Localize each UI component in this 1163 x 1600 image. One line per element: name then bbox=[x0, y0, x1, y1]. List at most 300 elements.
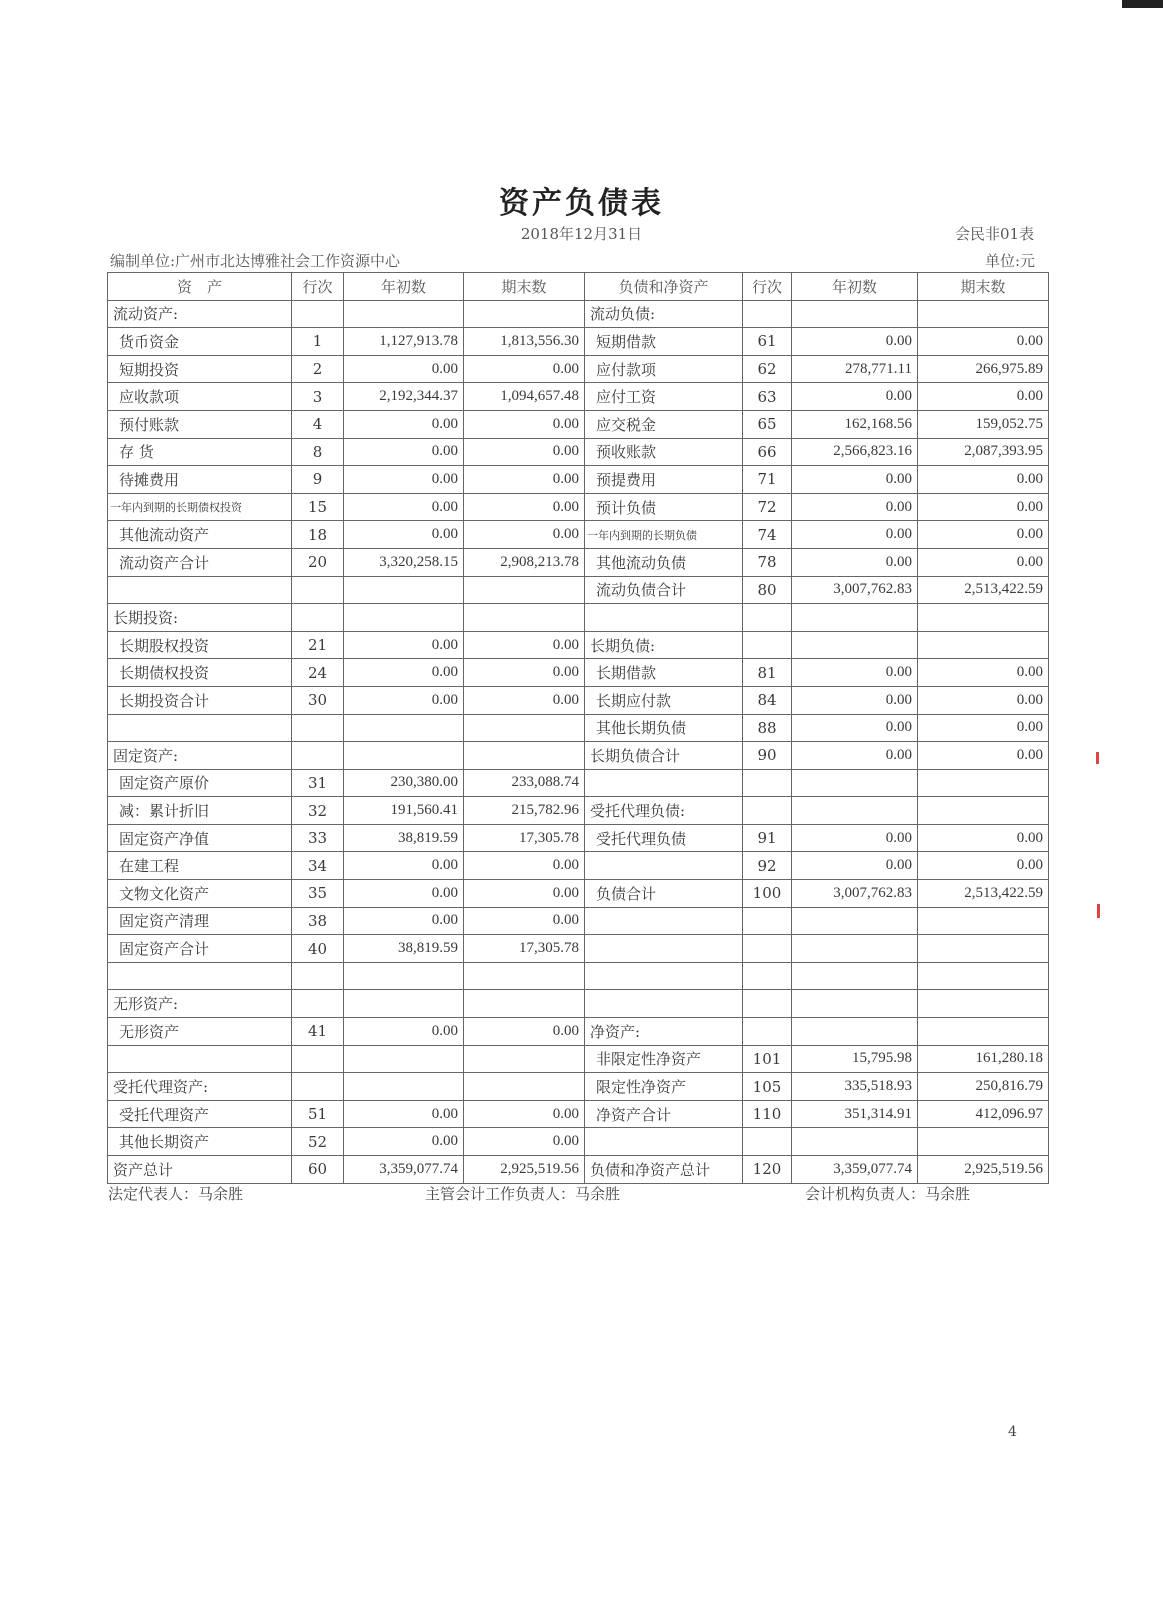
table-row bbox=[108, 714, 1049, 742]
liability-opening-cell: 0.00 bbox=[792, 686, 918, 714]
liability-line-no-cell bbox=[743, 935, 792, 963]
table-row bbox=[108, 1100, 1049, 1128]
asset-line-no-cell bbox=[292, 714, 344, 742]
asset-opening-cell bbox=[344, 962, 464, 990]
asset-closing-cell: 2,908,213.78 bbox=[464, 548, 585, 576]
asset-opening-cell: 0.00 bbox=[344, 355, 464, 383]
liability-closing-cell: 0.00 bbox=[918, 328, 1049, 356]
asset-closing-cell bbox=[464, 990, 585, 1018]
asset-name-cell: 无形资产 bbox=[108, 1018, 292, 1046]
liability-line-no-cell bbox=[743, 631, 792, 659]
liability-line-no-cell: 100 bbox=[743, 880, 792, 908]
liability-opening-cell bbox=[792, 300, 918, 328]
table-row bbox=[108, 797, 1049, 825]
asset-closing-cell: 0.00 bbox=[464, 1018, 585, 1046]
asset-name-cell bbox=[108, 714, 292, 742]
liability-line-no-cell: 88 bbox=[743, 714, 792, 742]
asset-line-no-cell: 33 bbox=[292, 824, 344, 852]
asset-line-no-cell: 4 bbox=[292, 410, 344, 438]
liability-opening-cell: 0.00 bbox=[792, 659, 918, 687]
liability-opening-cell bbox=[792, 631, 918, 659]
liability-name-cell bbox=[585, 1128, 743, 1156]
asset-opening-cell bbox=[344, 576, 464, 604]
liability-opening-cell bbox=[792, 907, 918, 935]
liability-opening-cell: 3,359,077.74 bbox=[792, 1156, 918, 1184]
liability-name-cell: 限定性净资产 bbox=[585, 1073, 743, 1101]
table-row bbox=[108, 1018, 1049, 1046]
asset-closing-cell bbox=[464, 300, 585, 328]
liability-name-cell bbox=[585, 852, 743, 880]
asset-opening-cell: 0.00 bbox=[344, 410, 464, 438]
asset-line-no-cell: 52 bbox=[292, 1128, 344, 1156]
asset-name-cell: 无形资产: bbox=[108, 990, 292, 1018]
liability-closing-cell: 0.00 bbox=[918, 714, 1049, 742]
asset-opening-cell bbox=[344, 1045, 464, 1073]
asset-closing-cell: 0.00 bbox=[464, 466, 585, 494]
liability-opening-cell bbox=[792, 797, 918, 825]
asset-closing-cell: 0.00 bbox=[464, 907, 585, 935]
table-row bbox=[108, 355, 1049, 383]
asset-opening-cell: 0.00 bbox=[344, 1128, 464, 1156]
accounting-agency-head: 会计机构负责人：马余胜 bbox=[805, 1185, 971, 1203]
liability-opening-cell: 278,771.11 bbox=[792, 355, 918, 383]
asset-line-no-cell bbox=[292, 742, 344, 770]
liability-line-no-cell: 71 bbox=[743, 466, 792, 494]
asset-name-cell: 固定资产原价 bbox=[108, 769, 292, 797]
asset-opening-cell: 0.00 bbox=[344, 686, 464, 714]
liability-line-no-cell: 80 bbox=[743, 576, 792, 604]
liability-opening-cell bbox=[792, 962, 918, 990]
liability-closing-cell bbox=[918, 604, 1049, 632]
liability-closing-cell bbox=[918, 990, 1049, 1018]
liability-closing-cell bbox=[918, 769, 1049, 797]
asset-name-cell: 减：累计折旧 bbox=[108, 797, 292, 825]
asset-name-cell: 长期投资合计 bbox=[108, 686, 292, 714]
liability-line-no-cell: 72 bbox=[743, 493, 792, 521]
asset-closing-cell: 0.00 bbox=[464, 1128, 585, 1156]
liability-closing-cell: 2,087,393.95 bbox=[918, 438, 1049, 466]
asset-name-cell: 在建工程 bbox=[108, 852, 292, 880]
preparing-unit: 编制单位:广州市北达博雅社会工作资源中心 bbox=[110, 252, 401, 270]
asset-name-cell: 固定资产: bbox=[108, 742, 292, 770]
liability-opening-cell: 0.00 bbox=[792, 493, 918, 521]
asset-line-no-cell bbox=[292, 576, 344, 604]
liability-opening-cell: 0.00 bbox=[792, 466, 918, 494]
asset-line-no-cell: 2 bbox=[292, 355, 344, 383]
liability-name-cell: 其他长期负债 bbox=[585, 714, 743, 742]
asset-opening-cell bbox=[344, 990, 464, 1018]
asset-closing-cell: 0.00 bbox=[464, 852, 585, 880]
asset-line-no-cell: 8 bbox=[292, 438, 344, 466]
asset-closing-cell: 0.00 bbox=[464, 521, 585, 549]
col-header-line-no: 行次 bbox=[292, 273, 344, 301]
liability-name-cell: 负债合计 bbox=[585, 880, 743, 908]
liability-name-cell: 非限定性净资产 bbox=[585, 1045, 743, 1073]
liability-name-cell bbox=[585, 604, 743, 632]
asset-line-no-cell: 34 bbox=[292, 852, 344, 880]
table-row bbox=[108, 1073, 1049, 1101]
asset-line-no-cell bbox=[292, 1073, 344, 1101]
asset-name-cell: 固定资产净值 bbox=[108, 824, 292, 852]
asset-name-cell: 其他长期资产 bbox=[108, 1128, 292, 1156]
table-row bbox=[108, 576, 1049, 604]
asset-closing-cell bbox=[464, 962, 585, 990]
table-row bbox=[108, 769, 1049, 797]
asset-opening-cell: 38,819.59 bbox=[344, 935, 464, 963]
liability-closing-cell: 0.00 bbox=[918, 659, 1049, 687]
liability-opening-cell: 0.00 bbox=[792, 328, 918, 356]
col-header-opening: 年初数 bbox=[344, 273, 464, 301]
asset-name-cell: 长期投资: bbox=[108, 604, 292, 632]
asset-name-cell: 应收款项 bbox=[108, 383, 292, 411]
asset-line-no-cell: 32 bbox=[292, 797, 344, 825]
liability-line-no-cell bbox=[743, 604, 792, 632]
asset-closing-cell bbox=[464, 576, 585, 604]
asset-line-no-cell bbox=[292, 990, 344, 1018]
liability-line-no-cell bbox=[743, 962, 792, 990]
liability-closing-cell bbox=[918, 797, 1049, 825]
asset-name-cell: 一年内到期的长期债权投资 bbox=[108, 493, 292, 521]
asset-opening-cell: 2,192,344.37 bbox=[344, 383, 464, 411]
liability-name-cell: 长期借款 bbox=[585, 659, 743, 687]
liability-opening-cell: 335,518.93 bbox=[792, 1073, 918, 1101]
report-date: 2018年12月31日 bbox=[520, 225, 643, 243]
form-number: 会民非01表 bbox=[955, 225, 1035, 243]
table-row bbox=[108, 852, 1049, 880]
table-row bbox=[108, 604, 1049, 632]
liability-closing-cell bbox=[918, 1128, 1049, 1156]
liability-closing-cell: 0.00 bbox=[918, 686, 1049, 714]
asset-opening-cell: 1,127,913.78 bbox=[344, 328, 464, 356]
asset-opening-cell: 3,320,258.15 bbox=[344, 548, 464, 576]
asset-line-no-cell: 21 bbox=[292, 631, 344, 659]
asset-closing-cell: 0.00 bbox=[464, 493, 585, 521]
liability-closing-cell: 159,052.75 bbox=[918, 410, 1049, 438]
asset-closing-cell: 0.00 bbox=[464, 686, 585, 714]
asset-opening-cell: 191,560.41 bbox=[344, 797, 464, 825]
liability-name-cell: 长期应付款 bbox=[585, 686, 743, 714]
asset-line-no-cell: 40 bbox=[292, 935, 344, 963]
liability-name-cell: 长期负债: bbox=[585, 631, 743, 659]
table-row bbox=[108, 907, 1049, 935]
balance-sheet-table bbox=[107, 272, 1049, 1184]
col-header-closing: 期末数 bbox=[918, 273, 1049, 301]
table-row bbox=[108, 686, 1049, 714]
table-row bbox=[108, 824, 1049, 852]
liability-name-cell: 应付款项 bbox=[585, 355, 743, 383]
currency-unit: 单位:元 bbox=[985, 252, 1036, 270]
asset-line-no-cell: 51 bbox=[292, 1100, 344, 1128]
liability-closing-cell bbox=[918, 935, 1049, 963]
asset-closing-cell bbox=[464, 742, 585, 770]
asset-closing-cell: 2,925,519.56 bbox=[464, 1156, 585, 1184]
asset-name-cell: 货币资金 bbox=[108, 328, 292, 356]
liability-closing-cell: 161,280.18 bbox=[918, 1045, 1049, 1073]
liability-name-cell bbox=[585, 907, 743, 935]
liability-opening-cell bbox=[792, 1128, 918, 1156]
asset-name-cell: 受托代理资产: bbox=[108, 1073, 292, 1101]
liability-closing-cell: 0.00 bbox=[918, 548, 1049, 576]
asset-name-cell bbox=[108, 962, 292, 990]
liability-name-cell: 受托代理负债: bbox=[585, 797, 743, 825]
asset-opening-cell: 0.00 bbox=[344, 438, 464, 466]
asset-opening-cell bbox=[344, 1073, 464, 1101]
liability-line-no-cell bbox=[743, 769, 792, 797]
liability-name-cell: 预计负债 bbox=[585, 493, 743, 521]
asset-name-cell: 短期投资 bbox=[108, 355, 292, 383]
liability-line-no-cell bbox=[743, 1128, 792, 1156]
table-row bbox=[108, 659, 1049, 687]
liability-name-cell: 流动负债合计 bbox=[585, 576, 743, 604]
asset-closing-cell: 1,813,556.30 bbox=[464, 328, 585, 356]
page-title: 资产负债表 bbox=[499, 186, 664, 221]
liability-opening-cell: 0.00 bbox=[792, 824, 918, 852]
asset-line-no-cell: 31 bbox=[292, 769, 344, 797]
asset-name-cell: 固定资产合计 bbox=[108, 935, 292, 963]
asset-name-cell: 受托代理资产 bbox=[108, 1100, 292, 1128]
liability-name-cell bbox=[585, 990, 743, 1018]
liability-line-no-cell: 120 bbox=[743, 1156, 792, 1184]
asset-opening-cell: 0.00 bbox=[344, 907, 464, 935]
liability-opening-cell: 3,007,762.83 bbox=[792, 880, 918, 908]
col-header-liabilities: 负债和净资产 bbox=[585, 273, 743, 301]
liability-closing-cell: 0.00 bbox=[918, 383, 1049, 411]
liability-opening-cell bbox=[792, 990, 918, 1018]
col-header-opening: 年初数 bbox=[792, 273, 918, 301]
asset-opening-cell: 0.00 bbox=[344, 659, 464, 687]
asset-opening-cell: 0.00 bbox=[344, 852, 464, 880]
asset-line-no-cell bbox=[292, 300, 344, 328]
liability-closing-cell: 0.00 bbox=[918, 742, 1049, 770]
liability-opening-cell: 3,007,762.83 bbox=[792, 576, 918, 604]
asset-line-no-cell: 15 bbox=[292, 493, 344, 521]
liability-name-cell bbox=[585, 962, 743, 990]
asset-closing-cell: 17,305.78 bbox=[464, 824, 585, 852]
table-row bbox=[108, 521, 1049, 549]
stamp-trace-mark bbox=[1097, 904, 1100, 918]
col-header-closing: 期末数 bbox=[464, 273, 585, 301]
asset-name-cell: 流动资产: bbox=[108, 300, 292, 328]
table-row bbox=[108, 1128, 1049, 1156]
asset-opening-cell bbox=[344, 742, 464, 770]
liability-name-cell: 一年内到期的长期负债 bbox=[585, 521, 743, 549]
asset-opening-cell bbox=[344, 604, 464, 632]
table-row bbox=[108, 493, 1049, 521]
liability-opening-cell: 0.00 bbox=[792, 852, 918, 880]
asset-line-no-cell: 24 bbox=[292, 659, 344, 687]
liability-closing-cell bbox=[918, 300, 1049, 328]
asset-line-no-cell: 60 bbox=[292, 1156, 344, 1184]
asset-opening-cell: 3,359,077.74 bbox=[344, 1156, 464, 1184]
liability-closing-cell: 2,513,422.59 bbox=[918, 880, 1049, 908]
liability-opening-cell: 0.00 bbox=[792, 742, 918, 770]
table-row bbox=[108, 880, 1049, 908]
table-row bbox=[108, 410, 1049, 438]
asset-line-no-cell bbox=[292, 604, 344, 632]
liability-line-no-cell: 62 bbox=[743, 355, 792, 383]
table-row bbox=[108, 1045, 1049, 1073]
scan-corner-mark bbox=[1122, 0, 1163, 8]
liability-closing-cell: 2,513,422.59 bbox=[918, 576, 1049, 604]
asset-name-cell: 预付账款 bbox=[108, 410, 292, 438]
asset-name-cell: 待摊费用 bbox=[108, 466, 292, 494]
liability-name-cell: 短期借款 bbox=[585, 328, 743, 356]
table-row bbox=[108, 935, 1049, 963]
liability-line-no-cell: 92 bbox=[743, 852, 792, 880]
asset-line-no-cell: 3 bbox=[292, 383, 344, 411]
liability-line-no-cell bbox=[743, 797, 792, 825]
asset-closing-cell: 0.00 bbox=[464, 1100, 585, 1128]
liability-opening-cell: 0.00 bbox=[792, 714, 918, 742]
asset-line-no-cell: 38 bbox=[292, 907, 344, 935]
asset-closing-cell bbox=[464, 604, 585, 632]
liability-opening-cell bbox=[792, 1018, 918, 1046]
table-row bbox=[108, 328, 1049, 356]
liability-closing-cell bbox=[918, 1018, 1049, 1046]
table-row bbox=[108, 383, 1049, 411]
liability-line-no-cell bbox=[743, 300, 792, 328]
asset-closing-cell: 0.00 bbox=[464, 355, 585, 383]
liability-closing-cell: 412,096.97 bbox=[918, 1100, 1049, 1128]
asset-opening-cell: 0.00 bbox=[344, 880, 464, 908]
asset-name-cell bbox=[108, 1045, 292, 1073]
liability-closing-cell: 0.00 bbox=[918, 824, 1049, 852]
liability-line-no-cell: 74 bbox=[743, 521, 792, 549]
liability-line-no-cell: 91 bbox=[743, 824, 792, 852]
asset-closing-cell bbox=[464, 714, 585, 742]
asset-line-no-cell: 41 bbox=[292, 1018, 344, 1046]
asset-opening-cell: 38,819.59 bbox=[344, 824, 464, 852]
asset-line-no-cell: 9 bbox=[292, 466, 344, 494]
asset-closing-cell bbox=[464, 1073, 585, 1101]
page-number: 4 bbox=[1008, 1424, 1017, 1440]
asset-closing-cell: 0.00 bbox=[464, 659, 585, 687]
liability-opening-cell bbox=[792, 604, 918, 632]
liability-name-cell bbox=[585, 935, 743, 963]
asset-closing-cell: 0.00 bbox=[464, 438, 585, 466]
asset-opening-cell: 0.00 bbox=[344, 493, 464, 521]
stamp-trace-mark bbox=[1096, 752, 1099, 764]
asset-closing-cell: 233,088.74 bbox=[464, 769, 585, 797]
asset-line-no-cell: 1 bbox=[292, 328, 344, 356]
liability-name-cell bbox=[585, 769, 743, 797]
liability-opening-cell: 351,314.91 bbox=[792, 1100, 918, 1128]
liability-closing-cell: 0.00 bbox=[918, 493, 1049, 521]
liability-name-cell: 预收账款 bbox=[585, 438, 743, 466]
liability-opening-cell: 2,566,823.16 bbox=[792, 438, 918, 466]
liability-closing-cell: 266,975.89 bbox=[918, 355, 1049, 383]
liability-name-cell: 净资产合计 bbox=[585, 1100, 743, 1128]
liability-opening-cell: 162,168.56 bbox=[792, 410, 918, 438]
liability-closing-cell bbox=[918, 962, 1049, 990]
asset-closing-cell: 1,094,657.48 bbox=[464, 383, 585, 411]
asset-closing-cell: 215,782.96 bbox=[464, 797, 585, 825]
liability-opening-cell: 0.00 bbox=[792, 383, 918, 411]
liability-line-no-cell: 61 bbox=[743, 328, 792, 356]
asset-name-cell: 长期债权投资 bbox=[108, 659, 292, 687]
table-row bbox=[108, 466, 1049, 494]
asset-opening-cell: 0.00 bbox=[344, 1018, 464, 1046]
liability-line-no-cell: 81 bbox=[743, 659, 792, 687]
asset-name-cell: 文物文化资产 bbox=[108, 880, 292, 908]
table-header-row bbox=[108, 273, 1049, 301]
liability-name-cell: 受托代理负债 bbox=[585, 824, 743, 852]
asset-closing-cell: 0.00 bbox=[464, 880, 585, 908]
asset-line-no-cell bbox=[292, 1045, 344, 1073]
liability-line-no-cell: 110 bbox=[743, 1100, 792, 1128]
asset-line-no-cell: 18 bbox=[292, 521, 344, 549]
asset-name-cell: 存 货 bbox=[108, 438, 292, 466]
table-row bbox=[108, 1156, 1049, 1184]
liability-name-cell: 应交税金 bbox=[585, 410, 743, 438]
asset-line-no-cell bbox=[292, 962, 344, 990]
liability-line-no-cell: 105 bbox=[743, 1073, 792, 1101]
liability-line-no-cell: 63 bbox=[743, 383, 792, 411]
asset-name-cell: 流动资产合计 bbox=[108, 548, 292, 576]
asset-name-cell: 长期股权投资 bbox=[108, 631, 292, 659]
table-row bbox=[108, 438, 1049, 466]
liability-line-no-cell: 66 bbox=[743, 438, 792, 466]
liability-line-no-cell bbox=[743, 990, 792, 1018]
liability-name-cell: 其他流动负债 bbox=[585, 548, 743, 576]
asset-closing-cell: 0.00 bbox=[464, 410, 585, 438]
liability-opening-cell bbox=[792, 769, 918, 797]
asset-opening-cell: 0.00 bbox=[344, 1100, 464, 1128]
liability-line-no-cell bbox=[743, 907, 792, 935]
asset-opening-cell: 230,380.00 bbox=[344, 769, 464, 797]
asset-opening-cell bbox=[344, 300, 464, 328]
asset-closing-cell bbox=[464, 1045, 585, 1073]
liability-closing-cell bbox=[918, 631, 1049, 659]
table-row bbox=[108, 300, 1049, 328]
liability-opening-cell: 0.00 bbox=[792, 548, 918, 576]
asset-closing-cell: 0.00 bbox=[464, 631, 585, 659]
table-row bbox=[108, 962, 1049, 990]
liability-name-cell: 长期负债合计 bbox=[585, 742, 743, 770]
liability-line-no-cell: 101 bbox=[743, 1045, 792, 1073]
asset-name-cell bbox=[108, 576, 292, 604]
asset-name-cell: 固定资产清理 bbox=[108, 907, 292, 935]
col-header-line-no: 行次 bbox=[743, 273, 792, 301]
liability-closing-cell: 0.00 bbox=[918, 521, 1049, 549]
asset-name-cell: 资产总计 bbox=[108, 1156, 292, 1184]
liability-closing-cell bbox=[918, 907, 1049, 935]
liability-name-cell: 负债和净资产总计 bbox=[585, 1156, 743, 1184]
table-row bbox=[108, 990, 1049, 1018]
table-row bbox=[108, 548, 1049, 576]
liability-line-no-cell: 84 bbox=[743, 686, 792, 714]
liability-name-cell: 净资产: bbox=[585, 1018, 743, 1046]
table-row bbox=[108, 631, 1049, 659]
liability-line-no-cell bbox=[743, 1018, 792, 1046]
asset-name-cell: 其他流动资产 bbox=[108, 521, 292, 549]
liability-closing-cell: 0.00 bbox=[918, 852, 1049, 880]
asset-line-no-cell: 20 bbox=[292, 548, 344, 576]
asset-opening-cell: 0.00 bbox=[344, 631, 464, 659]
liability-line-no-cell: 65 bbox=[743, 410, 792, 438]
table-row bbox=[108, 742, 1049, 770]
col-header-assets: 资 产 bbox=[108, 273, 292, 301]
liability-opening-cell bbox=[792, 935, 918, 963]
liability-opening-cell: 0.00 bbox=[792, 521, 918, 549]
legal-representative: 法定代表人：马余胜 bbox=[108, 1185, 244, 1203]
asset-opening-cell: 0.00 bbox=[344, 466, 464, 494]
liability-closing-cell: 2,925,519.56 bbox=[918, 1156, 1049, 1184]
liability-closing-cell: 250,816.79 bbox=[918, 1073, 1049, 1101]
liability-line-no-cell: 90 bbox=[743, 742, 792, 770]
asset-opening-cell bbox=[344, 714, 464, 742]
asset-line-no-cell: 30 bbox=[292, 686, 344, 714]
